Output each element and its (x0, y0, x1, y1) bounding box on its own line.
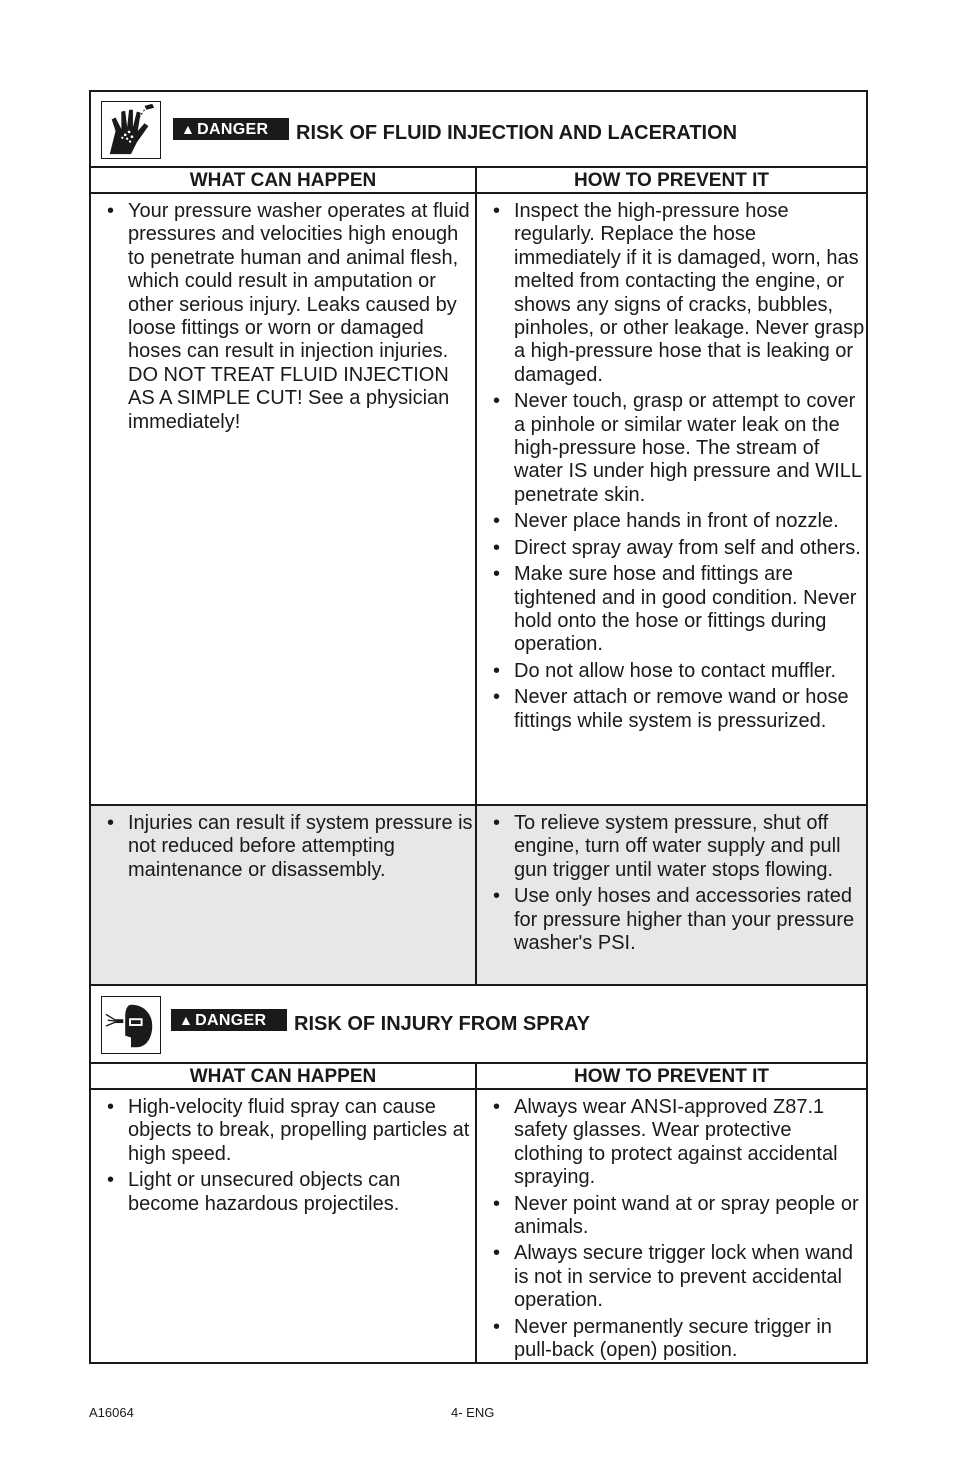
column-header-how: HOW TO PREVENT IT (477, 168, 866, 194)
table-row (91, 194, 866, 806)
table-row (91, 806, 866, 986)
section-title: RISK OF INJURY FROM SPRAY (294, 1013, 590, 1035)
danger-label: ▲ DANGER (173, 118, 289, 140)
list-item: • Never attach or remove wand or hose fittings while system is pressurized. (489, 686, 866, 733)
list-item: • Always secure trigger lock when wand is not in service to prevent accidental operation. (489, 1242, 866, 1312)
list-item: • Make sure hose and fittings are tightened and in good condition. Never hold onto the hose or fittings during operation. (489, 563, 866, 657)
document-code: A16064 (89, 1405, 134, 1420)
how-to-prevent-cell (477, 1090, 866, 1362)
how-to-prevent-cell (477, 194, 866, 804)
how-to-prevent-cell (477, 806, 866, 984)
face-shield-spray-icon (101, 996, 161, 1054)
what-can-happen-cell (91, 806, 477, 984)
what-can-happen-cell (91, 1090, 477, 1362)
list-item: • Do not allow hose to contact muffler. (489, 660, 866, 683)
list-item: • Your pressure washer operates at fluid pressures and velocities high enough to penetrate human and animal flesh, which could result in amputation or other serious injury. Leaks caused by loose fittings or worn or damaged hoses can result in injection injuries. DO NOT TREAT FLUID INJECTION AS A SIMPLE CUT! See a physician immediately! (103, 200, 475, 434)
warning-triangle-icon: ▲ (181, 121, 196, 137)
list-item: • Direct spray away from self and others. (489, 537, 866, 560)
section-header-injury-spray (91, 986, 866, 1064)
list-item: • Use only hoses and accessories rated for pressure higher than your pressure washer's PSI. (489, 885, 866, 955)
section-header-fluid-injection (91, 92, 866, 168)
list-item: • To relieve system pressure, shut off engine, turn off water supply and pull gun trigger until water stops flowing. (489, 812, 866, 882)
warning-triangle-icon: ▲ (179, 1012, 194, 1028)
table-row (91, 1090, 866, 1362)
list-item: • Injuries can result if system pressure is not reduced before attempting maintenance or disassembly. (103, 812, 475, 882)
list-item: • Never permanently secure trigger in pull-back (open) position. (489, 1316, 866, 1363)
column-headers (91, 1064, 866, 1090)
page-number: 4- ENG (451, 1405, 495, 1420)
list-item: • Never point wand at or spray people or animals. (489, 1193, 866, 1240)
section-title: RISK OF FLUID INJECTION AND LACERATION (296, 122, 738, 144)
list-item: • Inspect the high-pressure hose regularly. Replace the hose immediately if it is damaged, worn, has melted from contacting the engine, or shows any signs of cracks, bubbles, pinholes, or other leakage. Never grasp a high-pressure hose that is leaking or damaged. (489, 200, 866, 387)
safety-table (89, 90, 868, 1364)
list-item: • Light or unsecured objects can become hazardous projectiles. (103, 1169, 475, 1216)
column-header-how: HOW TO PREVENT IT (477, 1064, 866, 1090)
column-header-what: WHAT CAN HAPPEN (91, 168, 475, 194)
hand-injection-icon (101, 101, 161, 159)
list-item: • Always wear ANSI-approved Z87.1 safety glasses. Wear protective clothing to protect against accidental spraying. (489, 1096, 866, 1190)
what-can-happen-cell (91, 194, 477, 804)
list-item: • High-velocity fluid spray can cause objects to break, propelling particles at high speed. (103, 1096, 475, 1166)
column-headers (91, 168, 866, 194)
column-header-what: WHAT CAN HAPPEN (91, 1064, 475, 1090)
list-item: • Never place hands in front of nozzle. (489, 510, 866, 533)
danger-label: ▲ DANGER (171, 1009, 287, 1031)
list-item: • Never touch, grasp or attempt to cover a pinhole or similar water leak on the high-pressure hose. The stream of water IS under high pressure and WILL penetrate skin. (489, 390, 866, 507)
